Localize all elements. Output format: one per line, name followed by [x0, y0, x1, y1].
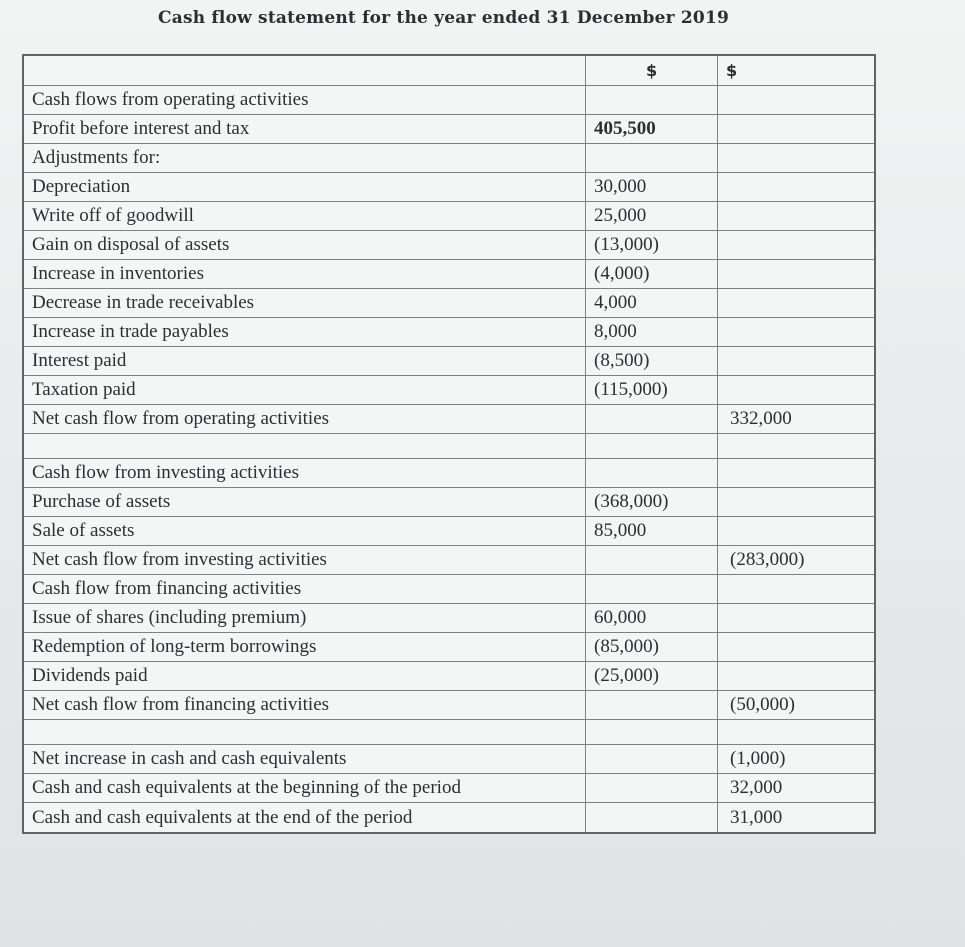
table-row	[24, 488, 874, 517]
amount-cell: 405,500	[586, 115, 718, 143]
row-label: Purchase of assets	[24, 488, 586, 516]
amount-cell	[586, 720, 718, 744]
row-label: Write off of goodwill	[24, 202, 586, 230]
table-row	[24, 720, 874, 745]
row-label: Cash flow from investing activities	[24, 459, 586, 487]
total-cell	[718, 347, 870, 375]
total-cell	[718, 231, 870, 259]
amount-cell: 60,000	[586, 604, 718, 632]
amount-cell: (115,000)	[586, 376, 718, 404]
table-row	[24, 173, 874, 202]
total-cell: (283,000)	[730, 549, 805, 570]
total-cell: (50,000)	[730, 694, 795, 715]
table-row	[24, 745, 874, 774]
table-header-row	[24, 56, 874, 86]
row-label: Adjustments for:	[24, 144, 586, 172]
table-row	[24, 231, 874, 260]
row-label: Redemption of long-term borrowings	[24, 633, 586, 661]
total-cell	[718, 260, 870, 288]
amount-cell	[586, 546, 718, 574]
table-row	[24, 202, 874, 231]
total-cell	[718, 459, 870, 487]
row-label: Profit before interest and tax	[24, 115, 586, 143]
amount-cell	[586, 774, 718, 802]
table-row	[24, 144, 874, 173]
amount-cell	[586, 144, 718, 172]
page-title: Cash flow statement for the year ended 31 December 2019	[158, 8, 730, 28]
amount-cell: (85,000)	[586, 633, 718, 661]
row-label: Net increase in cash and cash equivalents	[24, 745, 586, 773]
row-label: Gain on disposal of assets	[24, 231, 586, 259]
amount-cell	[586, 803, 718, 832]
amount-cell: 30,000	[586, 173, 718, 201]
row-label: Issue of shares (including premium)	[24, 604, 586, 632]
amount-cell	[586, 434, 718, 458]
table-row	[24, 459, 874, 488]
total-cell	[718, 318, 870, 346]
amount-cell: (25,000)	[586, 662, 718, 690]
total-cell	[718, 289, 870, 317]
total-cell	[718, 434, 870, 458]
amount-cell	[586, 459, 718, 487]
table-row	[24, 434, 874, 459]
table-row	[24, 347, 874, 376]
amount-cell	[586, 405, 718, 433]
amount-cell: 85,000	[586, 517, 718, 545]
row-label	[24, 434, 586, 458]
table-row	[24, 633, 874, 662]
amount-cell	[586, 691, 718, 719]
amount-cell: (4,000)	[586, 260, 718, 288]
table-row	[24, 575, 874, 604]
total-cell: 32,000	[730, 777, 783, 798]
row-label: Taxation paid	[24, 376, 586, 404]
row-label: Cash flow from financing activities	[24, 575, 586, 603]
row-label: Net cash flow from financing activities	[24, 691, 586, 719]
row-label: Depreciation	[24, 173, 586, 201]
table-row	[24, 318, 874, 347]
total-cell	[718, 517, 870, 545]
total-cell	[718, 720, 870, 744]
row-label: Interest paid	[24, 347, 586, 375]
table-row	[24, 604, 874, 633]
row-label: Cash and cash equivalents at the beginning of the period	[24, 774, 586, 802]
total-cell: (1,000)	[730, 748, 786, 769]
row-label: Sale of assets	[24, 517, 586, 545]
total-cell: 31,000	[730, 806, 783, 828]
cash-flow-table	[22, 54, 876, 834]
table-row	[24, 376, 874, 405]
total-cell	[718, 144, 870, 172]
total-cell	[718, 488, 870, 516]
row-label: Net cash flow from investing activities	[24, 546, 586, 574]
total-cell	[718, 173, 870, 201]
table-row	[24, 691, 874, 720]
table-row	[24, 774, 874, 803]
total-cell	[718, 633, 870, 661]
total-cell	[718, 86, 870, 114]
amount-cell: (368,000)	[586, 488, 718, 516]
amount-cell	[586, 745, 718, 773]
table-row	[24, 86, 874, 115]
total-cell	[718, 662, 870, 690]
row-label	[24, 56, 586, 85]
row-label: Net cash flow from operating activities	[24, 405, 586, 433]
row-label: Increase in trade payables	[24, 318, 586, 346]
table-row	[24, 662, 874, 691]
amount-cell	[586, 575, 718, 603]
total-cell	[718, 115, 870, 143]
total-cell	[718, 604, 870, 632]
amount-cell: $	[586, 56, 718, 85]
total-cell: $	[726, 61, 738, 80]
total-cell	[718, 202, 870, 230]
table-row	[24, 803, 874, 832]
amount-cell: (8,500)	[586, 347, 718, 375]
table-row	[24, 405, 874, 434]
row-label: Cash flows from operating activities	[24, 86, 586, 114]
row-label	[24, 720, 586, 744]
total-cell	[718, 575, 870, 603]
table-row	[24, 260, 874, 289]
row-label: Decrease in trade receivables	[24, 289, 586, 317]
amount-cell: 25,000	[586, 202, 718, 230]
amount-cell	[586, 86, 718, 114]
table-row	[24, 517, 874, 546]
row-label: Cash and cash equivalents at the end of the period	[24, 803, 586, 832]
table-row	[24, 546, 874, 575]
row-label: Dividends paid	[24, 662, 586, 690]
amount-cell: (13,000)	[586, 231, 718, 259]
amount-cell: 4,000	[586, 289, 718, 317]
table-row	[24, 289, 874, 318]
total-cell: 332,000	[730, 408, 792, 429]
table-row	[24, 115, 874, 144]
amount-cell: 8,000	[586, 318, 718, 346]
total-cell	[718, 376, 870, 404]
row-label: Increase in inventories	[24, 260, 586, 288]
